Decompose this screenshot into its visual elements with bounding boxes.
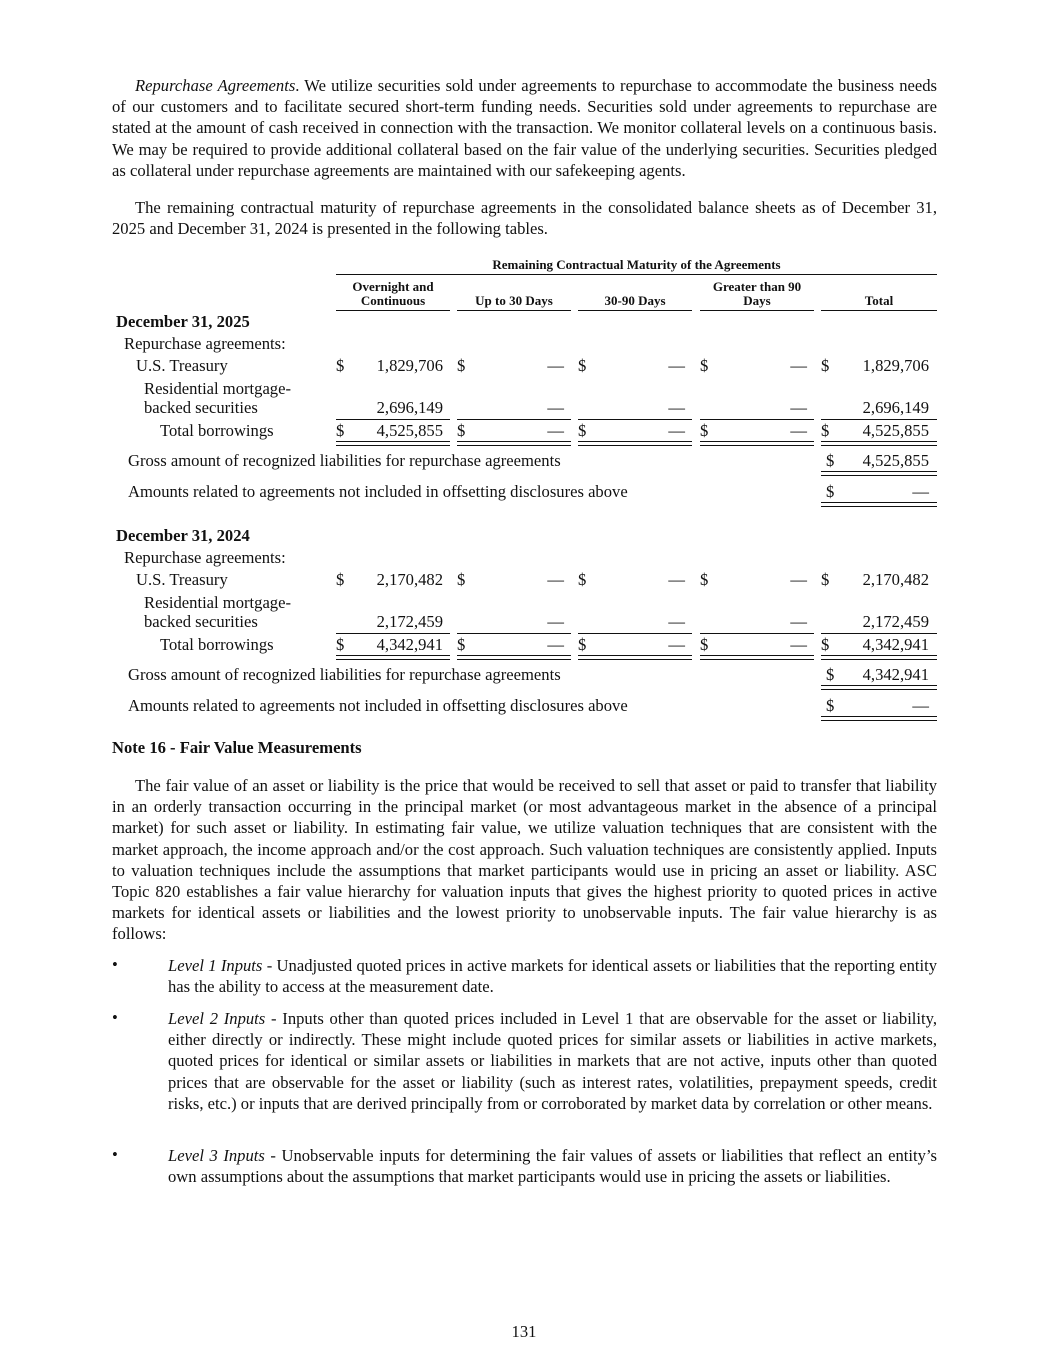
- level3-bullet: [112, 1145, 937, 1187]
- table-cell-us-treasury: 1,829,706: [862, 356, 929, 375]
- currency-symbol: $: [457, 421, 466, 440]
- col-header-up-to-30: Up to 30 Days: [475, 293, 553, 308]
- table-cell-total: —: [668, 421, 685, 440]
- row-label-amounts-not-included: Amounts related to agreements not included in offsetting disclosures above: [128, 696, 628, 715]
- total-double-rule: [336, 655, 450, 660]
- table-cell-amounts-total: —: [912, 696, 929, 715]
- currency-symbol: $: [700, 421, 709, 440]
- currency-symbol: $: [826, 482, 835, 501]
- row-label-gross-amount: Gross amount of recognized liabilities for repurchase agreements: [128, 665, 561, 684]
- table-cell-us-treasury: —: [790, 570, 807, 589]
- currency-symbol: $: [821, 421, 830, 440]
- currency-symbol: $: [578, 421, 587, 440]
- table-cell-gross-total: 4,525,855: [862, 451, 929, 470]
- bullet-symbol: •: [112, 1145, 118, 1164]
- row-label-us-treasury: U.S. Treasury: [136, 356, 228, 375]
- currency-symbol: $: [821, 356, 830, 375]
- repurchase-paragraph: [112, 75, 937, 181]
- total-double-rule: [700, 655, 814, 660]
- currency-symbol: $: [700, 570, 709, 589]
- currency-symbol: $: [821, 635, 830, 654]
- table-cell-us-treasury: —: [668, 356, 685, 375]
- row-label-rmbs-line1: Residential mortgage-: [144, 379, 291, 398]
- level3-text: - Unobservable inputs for determining the fair values of assets or liabilities that reflect an entity’s own assumptions about the assumptions that market participants would use in pricing the assets or liabilities.: [168, 1146, 938, 1187]
- total-double-rule: [457, 655, 571, 660]
- table-cell-rmbs: —: [547, 398, 564, 417]
- table-cell-rmbs: 2,172,459: [376, 612, 443, 631]
- bullet-symbol: •: [112, 955, 118, 974]
- repurchase-text: . We utilize securities sold under agreements to repurchase to accommodate the business needs of our customers and to facilitate secured short-term funding needs. Securities sold under agreements to repurchase are stated at the amount of cash received in connection with the transaction. We monitor collateral levels on a continuous basis. We may be required to provide additional collateral based on the fair value of the underlying securities. Securities pledged as collateral under repurchase agreements are maintained with our safekeeping agents.: [112, 76, 937, 180]
- section-subtitle: Repurchase agreements:: [124, 334, 286, 353]
- currency-symbol: $: [578, 635, 587, 654]
- table-cell-rmbs: —: [668, 398, 685, 417]
- col-header-overnight: Overnight and Continuous: [352, 279, 434, 308]
- currency-symbol: $: [336, 356, 345, 375]
- total-double-rule: [336, 441, 450, 446]
- row-label-rmbs-line2: backed securities: [144, 398, 258, 417]
- currency-symbol: $: [700, 356, 709, 375]
- row-rule: [457, 633, 571, 634]
- row-rule: [336, 419, 450, 420]
- page-number: 131: [511, 1322, 537, 1341]
- col-header-greater-90: Greater than 90 Days: [712, 279, 802, 308]
- row-rule: [821, 633, 937, 634]
- table-cell-us-treasury: —: [790, 356, 807, 375]
- row-rule: [700, 419, 814, 420]
- table-super-header: Remaining Contractual Maturity of the Agreements: [492, 257, 781, 272]
- gross-double-rule: [821, 471, 937, 476]
- table-cell-rmbs: —: [547, 612, 564, 631]
- section-title: December 31, 2025: [116, 312, 250, 331]
- row-rule: [457, 419, 571, 420]
- table-cell-rmbs: —: [790, 612, 807, 631]
- total-double-rule: [700, 441, 814, 446]
- table-cell-total: —: [790, 635, 807, 654]
- col-header-total: Total: [864, 293, 894, 308]
- currency-symbol: $: [457, 356, 466, 375]
- table-cell-total: —: [547, 421, 564, 440]
- row-rule: [578, 633, 692, 634]
- row-label-us-treasury: U.S. Treasury: [136, 570, 228, 589]
- currency-symbol: $: [336, 421, 345, 440]
- repurchase-title: Repurchase Agreements: [135, 76, 296, 95]
- currency-symbol: $: [578, 570, 587, 589]
- bullet-symbol: •: [112, 1008, 118, 1027]
- level3-name: Level 3 Inputs: [168, 1146, 265, 1165]
- row-label-rmbs-line2: backed securities: [144, 612, 258, 631]
- currency-symbol: $: [700, 635, 709, 654]
- table-cell-total: 4,525,855: [862, 421, 929, 440]
- table-cell-rmbs: —: [668, 612, 685, 631]
- row-label-total-borrowings: Total borrowings: [160, 421, 274, 440]
- level2-bullet: [112, 1008, 937, 1114]
- table-cell-total: —: [668, 635, 685, 654]
- table-cell-total: —: [790, 421, 807, 440]
- level2-name: Level 2 Inputs: [168, 1009, 266, 1028]
- level1-name: Level 1 Inputs: [168, 956, 263, 975]
- currency-symbol: $: [578, 356, 587, 375]
- table-cell-us-treasury: 1,829,706: [376, 356, 443, 375]
- total-double-rule: [578, 655, 692, 660]
- currency-symbol: $: [826, 665, 835, 684]
- currency-symbol: $: [336, 635, 345, 654]
- table-cell-total: —: [547, 635, 564, 654]
- table-cell-us-treasury: —: [547, 356, 564, 375]
- row-label-amounts-not-included: Amounts related to agreements not included in offsetting disclosures above: [128, 482, 628, 501]
- table-cell-us-treasury: —: [668, 570, 685, 589]
- amounts-double-rule: [821, 502, 937, 507]
- table-cell-total: 4,342,941: [862, 635, 929, 654]
- table-cell-rmbs: 2,172,459: [862, 612, 929, 631]
- row-rule: [700, 633, 814, 634]
- col-header-30-90: 30-90 Days: [604, 293, 666, 308]
- total-double-rule: [821, 441, 937, 446]
- note16-body: The fair value of an asset or liability is the price that would be received to sell that asset or paid to transfer that liability in an orderly transaction occurring in the principal market (or most advantageous market in the absence of a principal market) for such asset or liability. In estimating fair value, we utilize valuation techniques that are consistent with the market approach, the income approach and/or the cost approach. Such valuation techniques are consistently applied. Inputs to valuation techniques include the assumptions that market participants would use in pricing an asset or liability. ASC Topic 820 establishes a fair value hierarchy for valuation inputs that gives the highest priority to quoted prices in active markets for identical assets or liabilities and the lowest priority to unobservable inputs. The fair value hierarchy is as follows:: [112, 776, 937, 944]
- row-rule: [821, 419, 937, 420]
- table-cell-rmbs: —: [790, 398, 807, 417]
- section-subtitle: Repurchase agreements:: [124, 548, 286, 567]
- currency-symbol: $: [826, 696, 835, 715]
- row-label-total-borrowings: Total borrowings: [160, 635, 274, 654]
- table-cell-rmbs: 2,696,149: [376, 398, 443, 417]
- currency-symbol: $: [336, 570, 345, 589]
- table-cell-total: 4,342,941: [376, 635, 443, 654]
- row-label-gross-amount: Gross amount of recognized liabilities for repurchase agreements: [128, 451, 561, 470]
- row-rule: [336, 633, 450, 634]
- table-cell-gross-total: 4,342,941: [862, 665, 929, 684]
- currency-symbol: $: [457, 635, 466, 654]
- table-cell-us-treasury: —: [547, 570, 564, 589]
- section-title: December 31, 2024: [116, 526, 250, 545]
- row-rule: [578, 419, 692, 420]
- currency-symbol: $: [821, 570, 830, 589]
- table-cell-rmbs: 2,696,149: [862, 398, 929, 417]
- total-double-rule: [578, 441, 692, 446]
- table-cell-total: 4,525,855: [376, 421, 443, 440]
- amounts-double-rule: [821, 716, 937, 721]
- level2-text: - Inputs other than quoted prices included in Level 1 that are observable for the asset or liability, either directly or indirectly. These might include quoted prices for similar assets or liabilities in active markets, quoted prices for identical or similar assets or liabilities in markets that are not active, inputs other than quoted prices that are observable for the asset or liability (such as interest rates, volatilities, prepayment speeds, credit risks, etc.) or inputs that are derived principally from or corroborated by market data by correlation or other means.: [168, 1009, 937, 1113]
- table-cell-us-treasury: 2,170,482: [862, 570, 929, 589]
- total-double-rule: [821, 655, 937, 660]
- note16-title: Note 16 - Fair Value Measurements: [112, 738, 362, 757]
- total-double-rule: [457, 441, 571, 446]
- row-label-rmbs-line1: Residential mortgage-: [144, 593, 291, 612]
- currency-symbol: $: [826, 451, 835, 470]
- gross-double-rule: [821, 685, 937, 690]
- level1-text: - Unadjusted quoted prices in active markets for identical assets or liabilities that the reporting entity has the ability to access at the measurement date.: [168, 956, 938, 997]
- currency-symbol: $: [457, 570, 466, 589]
- table-cell-us-treasury: 2,170,482: [376, 570, 443, 589]
- maturity-paragraph: The remaining contractual maturity of repurchase agreements in the consolidated balance sheets as of December 31, 2025 and December 31, 2024 is presented in the following tables.: [112, 198, 937, 239]
- level1-bullet: [112, 955, 937, 997]
- table-cell-amounts-total: —: [912, 482, 929, 501]
